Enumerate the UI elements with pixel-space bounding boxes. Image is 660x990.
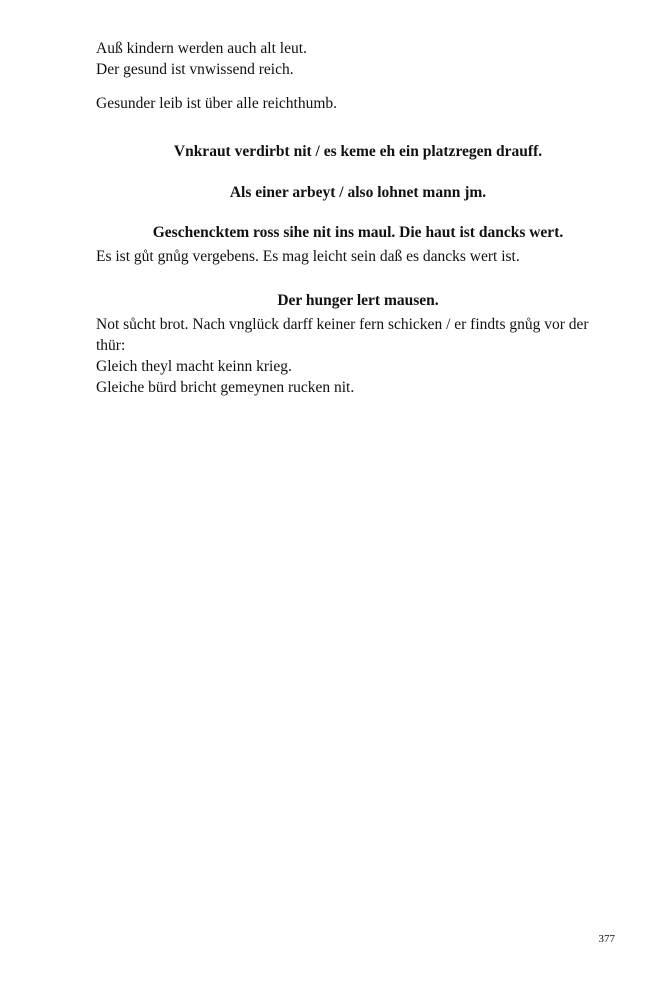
proverb-heading: Der hunger lert mausen. <box>277 292 439 309</box>
proverb-heading: Vnkraut verdirbt nit / es keme eh ein platzregen drauff. <box>173 143 543 160</box>
proverb-heading: Geschencktem ross sihe nit ins maul. Die haut ist dancks wert. <box>152 224 564 241</box>
page-body <box>96 38 620 398</box>
proverb-line: Gesunder leib ist über alle reichthumb. <box>96 95 338 112</box>
page-number: 377 <box>598 933 615 945</box>
proverb-line: Auß kindern werden auch alt leut. <box>96 40 307 57</box>
proverb-paragraph: Not sůcht brot. Nach vnglück darff keiner fern schicken / er findts gnůg vor der thür: <box>96 316 589 354</box>
proverb-line: Gleiche bürd bricht gemeynen rucken nit. <box>96 379 355 396</box>
proverb-line: Es ist gůt gnůg vergebens. Es mag leicht sein daß es dancks wert ist. <box>96 248 520 265</box>
proverb-line: Der gesund ist vnwissend reich. <box>96 61 294 78</box>
proverb-line: Gleich theyl macht keinn krieg. <box>96 358 292 375</box>
proverb-heading: Als einer arbeyt / also lohnet mann jm. <box>229 184 487 201</box>
